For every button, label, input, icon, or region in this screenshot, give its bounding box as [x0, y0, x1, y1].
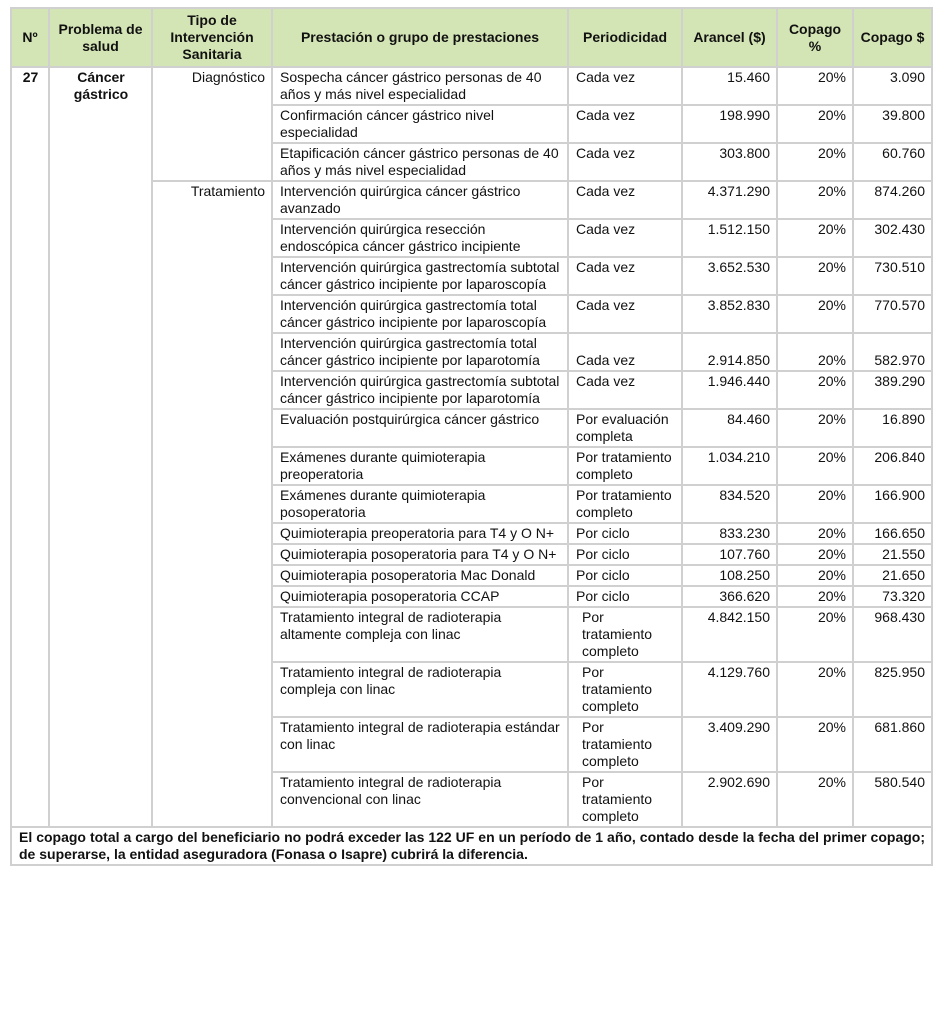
copago-amt-cell: 166.900	[853, 485, 932, 523]
arancel-cell: 198.990	[682, 105, 777, 143]
copago-amt-cell: 73.320	[853, 586, 932, 607]
periodicidad-cell: Por tratamiento completo	[568, 607, 682, 662]
periodicidad-cell: Por tratamiento completo	[568, 772, 682, 827]
periodicidad-cell: Cada vez	[568, 219, 682, 257]
footer-note: El copago total a cargo del beneficiario no podrá exceder las 122 UF en un período de 1 año, contado desde la fecha del primer copago; de superarse, la entidad aseguradora (Fonasa o Isapre) cubrirá la diferencia.	[11, 827, 932, 865]
arancel-cell: 4.129.760	[682, 662, 777, 717]
copago-amt-cell: 60.760	[853, 143, 932, 181]
copago-amt-cell: 21.550	[853, 544, 932, 565]
copago-table	[10, 7, 933, 866]
copago-pct-cell: 20%	[777, 523, 853, 544]
arancel-cell: 4.842.150	[682, 607, 777, 662]
header-tipo: Tipo de Intervención Sanitaria	[152, 8, 272, 67]
prestacion-cell: Tratamiento integral de radioterapia altamente compleja con linac	[272, 607, 568, 662]
copago-amt-cell: 874.260	[853, 181, 932, 219]
prestacion-cell: Tratamiento integral de radioterapia estándar con linac	[272, 717, 568, 772]
copago-amt-cell: 968.430	[853, 607, 932, 662]
table-body	[11, 67, 932, 827]
copago-amt-cell: 770.570	[853, 295, 932, 333]
arancel-cell: 1.034.210	[682, 447, 777, 485]
copago-pct-cell: 20%	[777, 485, 853, 523]
header-prestacion: Prestación o grupo de prestaciones	[272, 8, 568, 67]
copago-amt-cell: 39.800	[853, 105, 932, 143]
header-copago-pct: Copago %	[777, 8, 853, 67]
header-periodicidad: Periodicidad	[568, 8, 682, 67]
copago-amt-cell: 21.650	[853, 565, 932, 586]
copago-pct-cell: 20%	[777, 586, 853, 607]
arancel-cell: 3.652.530	[682, 257, 777, 295]
prestacion-cell: Intervención quirúrgica gastrectomía subtotal cáncer gástrico incipiente por laparoscopía	[272, 257, 568, 295]
copago-pct-cell: 20%	[777, 181, 853, 219]
prestacion-cell: Quimioterapia posoperatoria para T4 y O N+	[272, 544, 568, 565]
periodicidad-cell: Cada vez	[568, 181, 682, 219]
arancel-cell: 107.760	[682, 544, 777, 565]
periodicidad-cell: Por evaluación completa	[568, 409, 682, 447]
copago-pct-cell: 20%	[777, 662, 853, 717]
copago-pct-cell: 20%	[777, 447, 853, 485]
copago-amt-cell: 730.510	[853, 257, 932, 295]
arancel-cell: 2.902.690	[682, 772, 777, 827]
prestacion-cell: Quimioterapia preoperatoria para T4 y O N+	[272, 523, 568, 544]
prestacion-cell: Intervención quirúrgica gastrectomía subtotal cáncer gástrico incipiente por laparotomía	[272, 371, 568, 409]
periodicidad-cell: Por tratamiento completo	[568, 447, 682, 485]
copago-pct-cell: 20%	[777, 371, 853, 409]
periodicidad-cell: Cada vez	[568, 257, 682, 295]
copago-amt-cell: 302.430	[853, 219, 932, 257]
periodicidad-cell: Cada vez	[568, 143, 682, 181]
arancel-cell: 84.460	[682, 409, 777, 447]
prestacion-cell: Tratamiento integral de radioterapia convencional con linac	[272, 772, 568, 827]
arancel-cell: 834.520	[682, 485, 777, 523]
prestacion-cell: Intervención quirúrgica gastrectomía total cáncer gástrico incipiente por laparotomía	[272, 333, 568, 371]
arancel-cell: 108.250	[682, 565, 777, 586]
header-no: Nº	[11, 8, 49, 67]
footer-row	[11, 827, 932, 865]
intervention-type: Tratamiento	[152, 181, 272, 827]
copago-pct-cell: 20%	[777, 565, 853, 586]
problem-name: Cáncer gástrico	[49, 67, 152, 827]
prestacion-cell: Tratamiento integral de radioterapia compleja con linac	[272, 662, 568, 717]
prestacion-cell: Intervención quirúrgica gastrectomía total cáncer gástrico incipiente por laparoscopía	[272, 295, 568, 333]
arancel-cell: 15.460	[682, 67, 777, 105]
copago-amt-cell: 582.970	[853, 333, 932, 371]
copago-amt-cell: 681.860	[853, 717, 932, 772]
periodicidad-cell: Cada vez	[568, 67, 682, 105]
header-row	[11, 8, 932, 67]
arancel-cell: 4.371.290	[682, 181, 777, 219]
periodicidad-cell: Por ciclo	[568, 544, 682, 565]
prestacion-cell: Intervención quirúrgica resección endoscópica cáncer gástrico incipiente	[272, 219, 568, 257]
periodicidad-cell: Por tratamiento completo	[568, 662, 682, 717]
copago-pct-cell: 20%	[777, 219, 853, 257]
periodicidad-cell: Cada vez	[568, 371, 682, 409]
header-copago-amt: Copago $	[853, 8, 932, 67]
periodicidad-cell: Cada vez	[568, 333, 682, 371]
periodicidad-cell: Por ciclo	[568, 523, 682, 544]
copago-pct-cell: 20%	[777, 67, 853, 105]
copago-pct-cell: 20%	[777, 607, 853, 662]
copago-pct-cell: 20%	[777, 544, 853, 565]
arancel-cell: 3.409.290	[682, 717, 777, 772]
copago-amt-cell: 166.650	[853, 523, 932, 544]
copago-pct-cell: 20%	[777, 257, 853, 295]
copago-amt-cell: 580.540	[853, 772, 932, 827]
periodicidad-cell: Cada vez	[568, 295, 682, 333]
prestacion-cell: Quimioterapia posoperatoria Mac Donald	[272, 565, 568, 586]
table-row	[11, 67, 932, 105]
prestacion-cell: Etapificación cáncer gástrico personas de 40 años y más nivel especialidad	[272, 143, 568, 181]
periodicidad-cell: Por tratamiento completo	[568, 717, 682, 772]
copago-pct-cell: 20%	[777, 409, 853, 447]
copago-pct-cell: 20%	[777, 143, 853, 181]
prestacion-cell: Sospecha cáncer gástrico personas de 40 años y más nivel especialidad	[272, 67, 568, 105]
arancel-cell: 1.512.150	[682, 219, 777, 257]
header-problema: Problema de salud	[49, 8, 152, 67]
prestacion-cell: Confirmación cáncer gástrico nivel especialidad	[272, 105, 568, 143]
copago-amt-cell: 206.840	[853, 447, 932, 485]
copago-pct-cell: 20%	[777, 295, 853, 333]
copago-pct-cell: 20%	[777, 772, 853, 827]
copago-pct-cell: 20%	[777, 105, 853, 143]
prestacion-cell: Exámenes durante quimioterapia posoperatoria	[272, 485, 568, 523]
arancel-cell: 3.852.830	[682, 295, 777, 333]
prestacion-cell: Evaluación postquirúrgica cáncer gástrico	[272, 409, 568, 447]
copago-amt-cell: 825.950	[853, 662, 932, 717]
arancel-cell: 303.800	[682, 143, 777, 181]
copago-amt-cell: 16.890	[853, 409, 932, 447]
problem-number: 27	[11, 67, 49, 827]
header-arancel: Arancel ($)	[682, 8, 777, 67]
periodicidad-cell: Cada vez	[568, 105, 682, 143]
periodicidad-cell: Por tratamiento completo	[568, 485, 682, 523]
periodicidad-cell: Por ciclo	[568, 565, 682, 586]
copago-amt-cell: 389.290	[853, 371, 932, 409]
prestacion-cell: Intervención quirúrgica cáncer gástrico avanzado	[272, 181, 568, 219]
arancel-cell: 366.620	[682, 586, 777, 607]
arancel-cell: 2.914.850	[682, 333, 777, 371]
periodicidad-cell: Por ciclo	[568, 586, 682, 607]
copago-pct-cell: 20%	[777, 717, 853, 772]
copago-amt-cell: 3.090	[853, 67, 932, 105]
arancel-cell: 833.230	[682, 523, 777, 544]
copago-pct-cell: 20%	[777, 333, 853, 371]
arancel-cell: 1.946.440	[682, 371, 777, 409]
prestacion-cell: Exámenes durante quimioterapia preoperatoria	[272, 447, 568, 485]
prestacion-cell: Quimioterapia posoperatoria CCAP	[272, 586, 568, 607]
intervention-type: Diagnóstico	[152, 67, 272, 181]
